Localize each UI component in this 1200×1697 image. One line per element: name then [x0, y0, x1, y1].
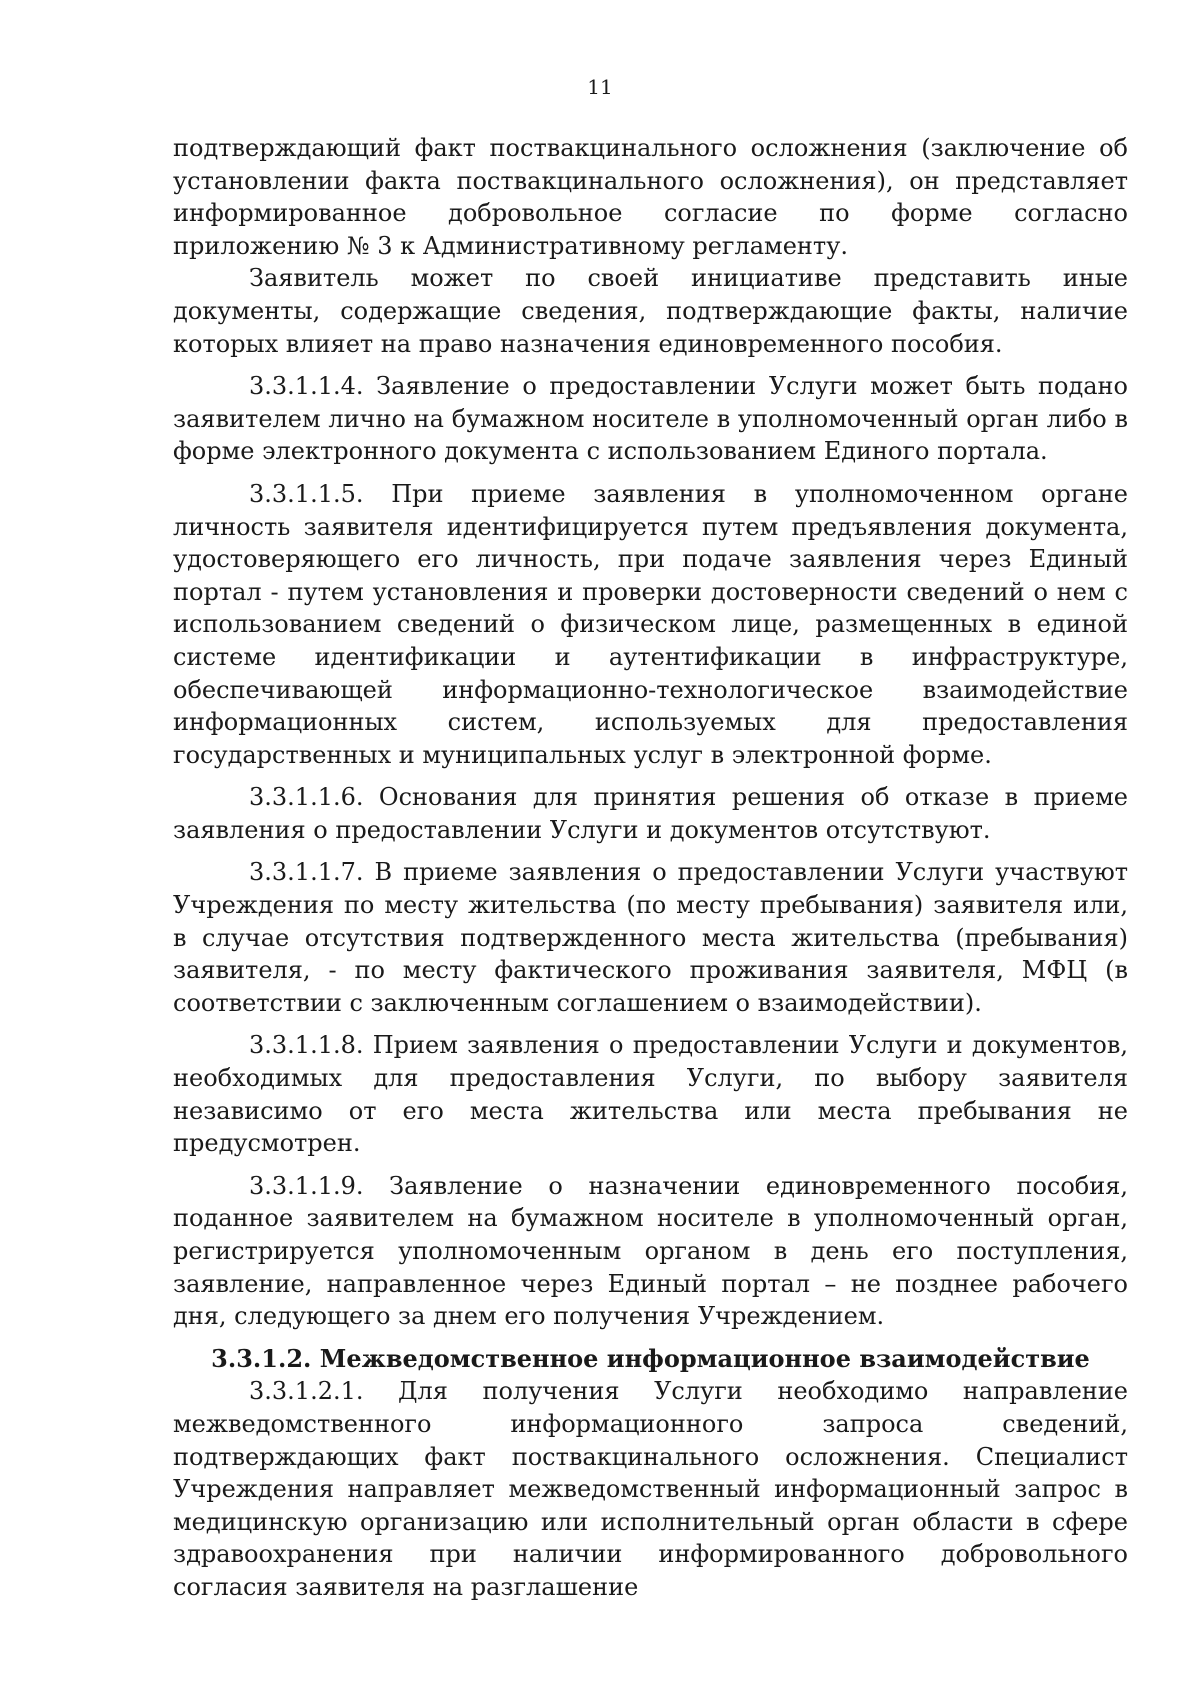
paragraph-3-3-1-1-5: 3.3.1.1.5. При приеме заявления в уполномоченном органе личность заявителя идентифицируется путем предъявления документа, удостоверяющего его личность, при подаче заявления через Единый портал - путем установления и проверки достоверности сведений о нем с использованием сведений о физическом лице, размещенных в единой системе идентификации и аутентификации в инфраструктуре, обеспечивающей информационно-технологическое взаимодействие информационных систем, используемых для предоставления государственных и муниципальных услуг в электронной форме. — [173, 479, 1128, 769]
page-number: 11 — [587, 75, 613, 99]
paragraph-3-3-1-1-8: 3.3.1.1.8. Прием заявления о предоставлении Услуги и документов, необходимых для предоставления Услуги, по выбору заявителя независимо от его места жительства или места пребывания не предусмотрен. — [173, 1031, 1128, 1158]
paragraph-3-3-1-2-1: 3.3.1.2.1. Для получения Услуги необходимо направление межведомственного информационного запроса сведений, подтверждающих факт поствакцинального осложнения. Специалист Учреждения направляет межведомственный информационный запрос в медицинскую организацию или исполнительный орган области в сфере здравоохранения при наличии информированного добровольного согласия заявителя на разглашение — [173, 1377, 1128, 1601]
paragraph-3-3-1-1-9: 3.3.1.1.9. Заявление о назначении единовременного пособия, поданное заявителем на бумажном носителе в уполномоченный орган, регистрируется уполномоченным органом в день его поступления, заявление, направленное через Единый портал – не позднее рабочего дня, следующего за днем его получения Учреждением. — [173, 1171, 1128, 1331]
paragraph-3-3-1-1-7: 3.3.1.1.7. В приеме заявления о предоставлении Услуги участвуют Учреждения по месту жительства (по месту пребывания) заявителя или, в случае отсутствия подтвержденного места жительства (пребывания) заявителя, - по месту фактического проживания заявителя, МФЦ (в соответствии с заключенным соглашением о взаимодействии). — [173, 858, 1128, 1017]
paragraph-3-3-1-1-4: 3.3.1.1.4. Заявление о предоставлении Услуги может быть подано заявителем лично на бумажном носителе в уполномоченный орган либо в форме электронного документа с использованием Единого портала. — [173, 372, 1128, 466]
section-heading: 3.3.1.2. Межведомственное информационное взаимодействие — [211, 1343, 1090, 1373]
paragraph-3-3-1-1-6: 3.3.1.1.6. Основания для принятия решения об отказе в приеме заявления о предоставлении Услуги и документов отсутствуют. — [173, 783, 1128, 844]
paragraph-applicant-initiative: Заявитель может по своей инициативе представить иные документы, содержащие сведения, подтверждающие факты, наличие которых влияет на право назначения единовременного пособия. — [173, 264, 1128, 358]
paragraph-continuation: подтверждающий факт поствакцинального осложнения (заключение об установлении факта поствакцинального осложнения), он представляет информированное добровольное согласие по форме согласно приложению № 3 к Административному регламенту. — [173, 134, 1128, 260]
document-body — [173, 132, 1128, 1604]
